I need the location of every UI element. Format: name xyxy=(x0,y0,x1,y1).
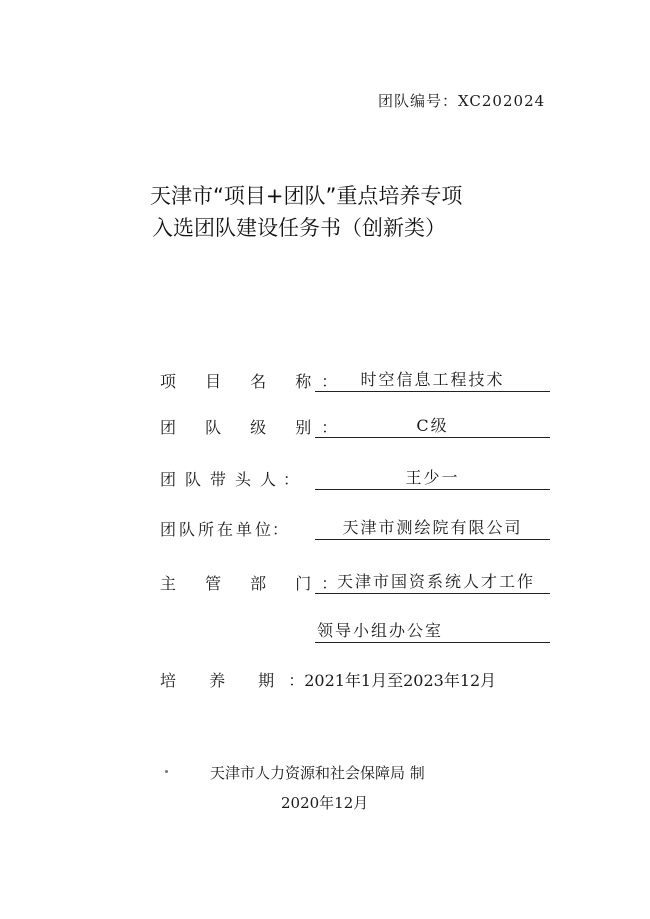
team-number: 团队编号：XC202024 xyxy=(378,92,546,110)
issue-date: 2020年12月 xyxy=(281,794,369,812)
department-colon: ： xyxy=(321,574,338,593)
period-colon: ： xyxy=(288,671,305,690)
department-label: 主 管 部 门 xyxy=(160,574,324,593)
team-level-colon: ： xyxy=(321,418,338,437)
team-level-value: C级 xyxy=(315,413,550,438)
project-name-colon: ： xyxy=(321,372,338,391)
team-unit-value: 天津市测绘院有限公司 xyxy=(315,515,550,540)
period-row xyxy=(160,668,496,691)
team-unit-row xyxy=(160,512,523,540)
project-name-row xyxy=(160,364,505,392)
team-leader-row xyxy=(160,462,460,490)
period-value: 2021年1月至2023年12月 xyxy=(304,671,497,690)
title-line-2: 入选团队建设任务书（创新类） xyxy=(152,216,446,240)
team-unit-label: 团队所在单位 xyxy=(160,520,275,539)
document-title xyxy=(150,180,462,244)
project-name-value: 时空信息工程技术 xyxy=(315,367,550,392)
issuer: 天津市人力资源和社会保障局 制 xyxy=(210,764,425,782)
scan-speck xyxy=(165,770,168,773)
period-label: 培 养 期 xyxy=(160,671,289,690)
title-line-1: 天津市“项目+团队”重点培养专项 xyxy=(150,184,463,208)
team-leader-label: 团队带头人 xyxy=(160,470,286,489)
department-value-line-2: 领导小组办公室 xyxy=(315,618,550,643)
team-unit-colon: ： xyxy=(272,520,289,539)
department-value-line-1: 天津市国资系统人才工作 xyxy=(315,569,550,594)
team-level-label: 团 队 级 别 xyxy=(160,418,324,437)
team-level-row xyxy=(160,410,449,438)
team-leader-value: 王少一 xyxy=(315,465,550,490)
team-leader-colon: ： xyxy=(283,470,300,489)
department-row xyxy=(160,566,536,594)
project-name-label: 项 目 名 称 xyxy=(160,372,324,391)
